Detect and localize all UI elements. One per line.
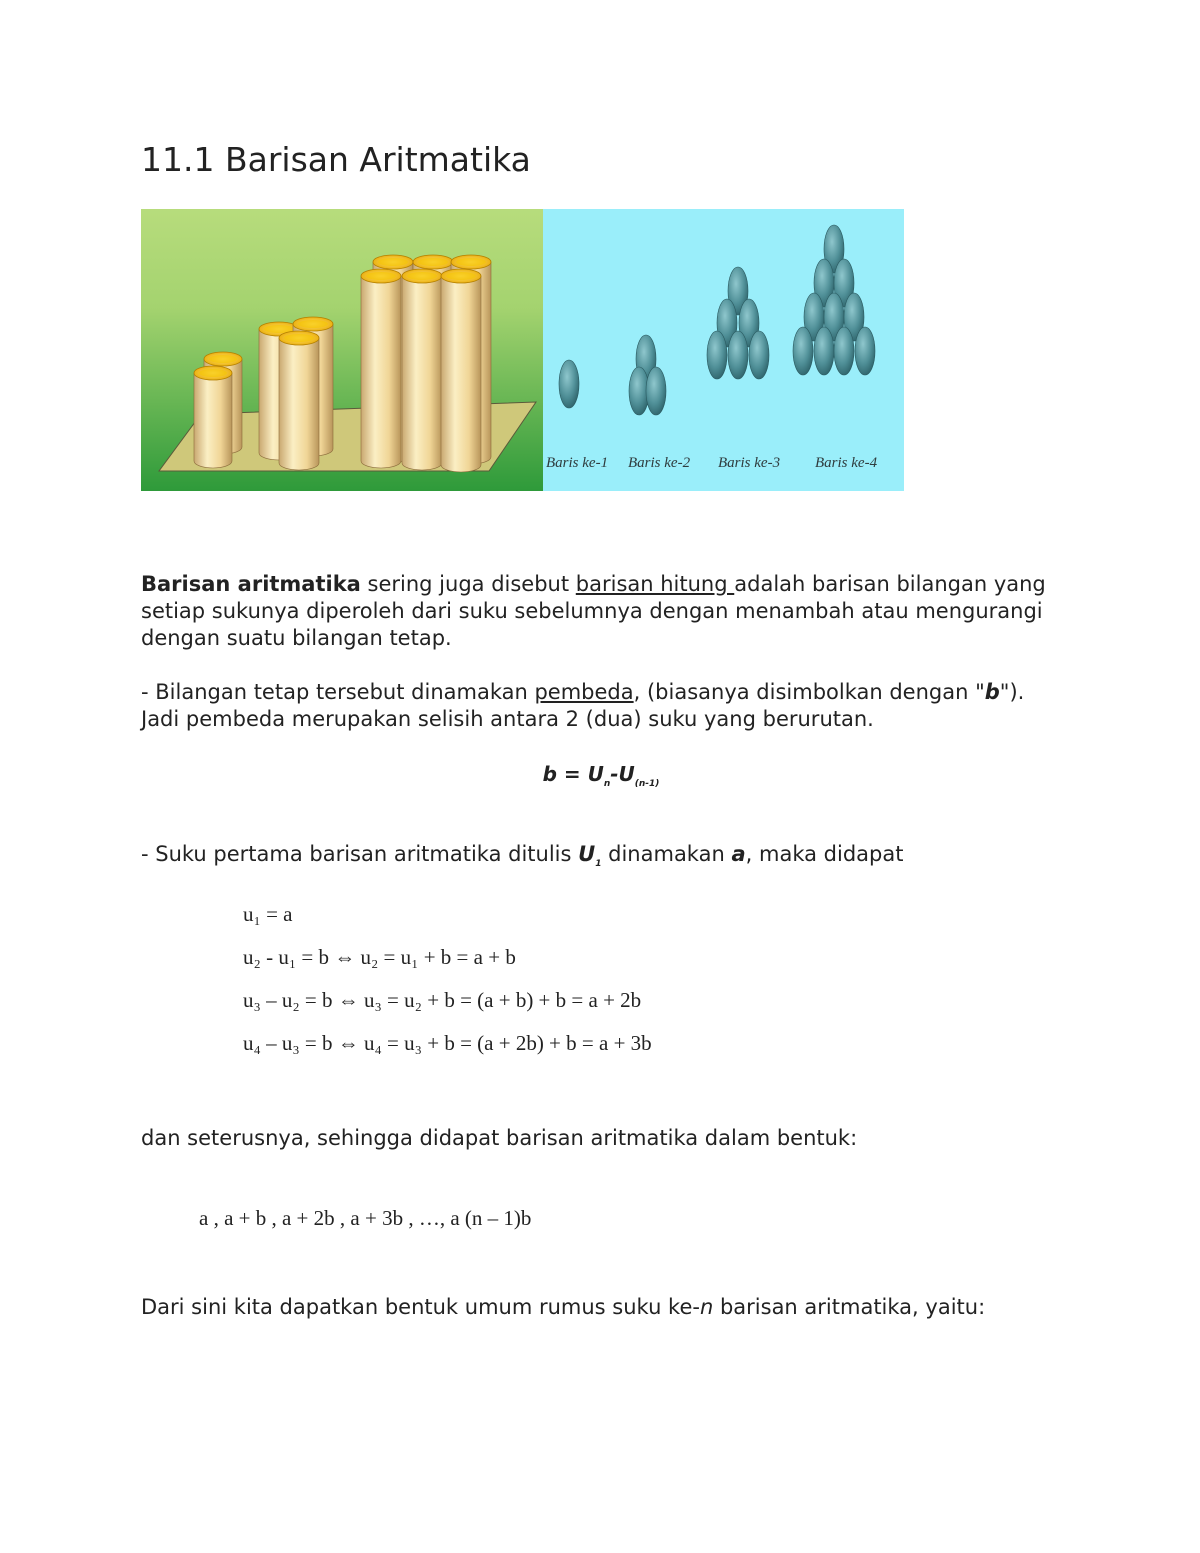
- term-barisan-aritmatika: Barisan aritmatika: [141, 572, 361, 596]
- ball: [559, 360, 579, 408]
- figure-label: Baris ke-2: [628, 455, 691, 471]
- text: "). Jadi pembeda merupakan selisih antara 2 (dua) suku yang berurutan.: [141, 680, 1025, 731]
- ball: [707, 331, 727, 379]
- equation-2: u₂ - u₁ = b ⇔ u₂ = u₁ + b = a + b: [243, 945, 516, 969]
- paragraph-suku-pertama: [141, 841, 1061, 878]
- paragraph-definition: [141, 571, 1061, 652]
- equation-1: u₁ = a: [243, 902, 293, 926]
- text: adalah barisan bilangan yang setiap sukunya diperoleh dari suku sebelumnya dengan menambah atau mengurangi dengan suatu bilangan tetap.: [141, 572, 1046, 650]
- text: barisan aritmatika, yaitu:: [713, 1295, 986, 1319]
- formula-pembeda: [141, 762, 1061, 789]
- symbol-u-sub: 1: [595, 859, 602, 870]
- link-pembeda[interactable]: pembeda: [534, 680, 634, 704]
- figure-label: Baris ke-3: [718, 455, 781, 471]
- link-barisan-hitung[interactable]: barisan hitung: [575, 572, 735, 596]
- sequence-formula: a , a + b , a + 2b , a + 3b , …, a (n – 1)b: [199, 1206, 532, 1230]
- text: - Suku pertama barisan aritmatika ditulis: [141, 842, 579, 866]
- symbol-n: n: [699, 1295, 714, 1319]
- text: dinamakan: [601, 842, 732, 866]
- text: - Bilangan tetap tersebut dinamakan: [141, 680, 535, 704]
- ball: [646, 367, 666, 415]
- figure-label: Baris ke-4: [815, 455, 878, 471]
- paragraph-pembeda: [141, 679, 1061, 733]
- text: , (biasanya disimbolkan dengan ": [633, 680, 985, 704]
- paragraph-rumus-umum: [141, 1294, 1061, 1321]
- paragraph-seterusnya: dan seterusnya, sehingga didapat barisan aritmatika dalam bentuk:: [141, 1126, 858, 1150]
- ball: [749, 331, 769, 379]
- figure-label: Baris ke-1: [546, 455, 609, 471]
- ball: [855, 327, 875, 375]
- text: , maka didapat: [745, 842, 904, 866]
- cylinder: [441, 269, 481, 472]
- text: sering juga disebut: [360, 572, 576, 596]
- formula-mid: -U: [610, 762, 635, 786]
- formula-sub: (n-1): [634, 779, 660, 789]
- ball: [834, 327, 854, 375]
- arithmetic-sequence-illustration: [141, 209, 904, 491]
- ball: [814, 327, 834, 375]
- cylinder: [361, 269, 401, 468]
- ball: [793, 327, 813, 375]
- formula-lhs: b = U: [542, 762, 604, 786]
- equation-3: u₃ – u₂ = b ⇔ u₃ = u₂ + b = (a + b) + b = a + 2b: [243, 988, 642, 1012]
- cylinder: [279, 331, 319, 470]
- symbol-b: b: [984, 680, 1000, 704]
- symbol-u: U: [578, 842, 596, 866]
- cylinder: [402, 269, 442, 470]
- ball: [728, 331, 748, 379]
- formula-sub-n: n: [603, 779, 611, 789]
- text: Dari sini kita dapatkan bentuk umum rumus suku ke-: [141, 1295, 700, 1319]
- page-title: 11.1 Barisan Aritmatika: [141, 140, 531, 179]
- equation-4: u₄ – u₃ = b ⇔ u₄ = u₃ + b = (a + 2b) + b = a + 3b: [243, 1031, 652, 1055]
- cylinder: [194, 366, 232, 468]
- symbol-a: a: [731, 842, 746, 866]
